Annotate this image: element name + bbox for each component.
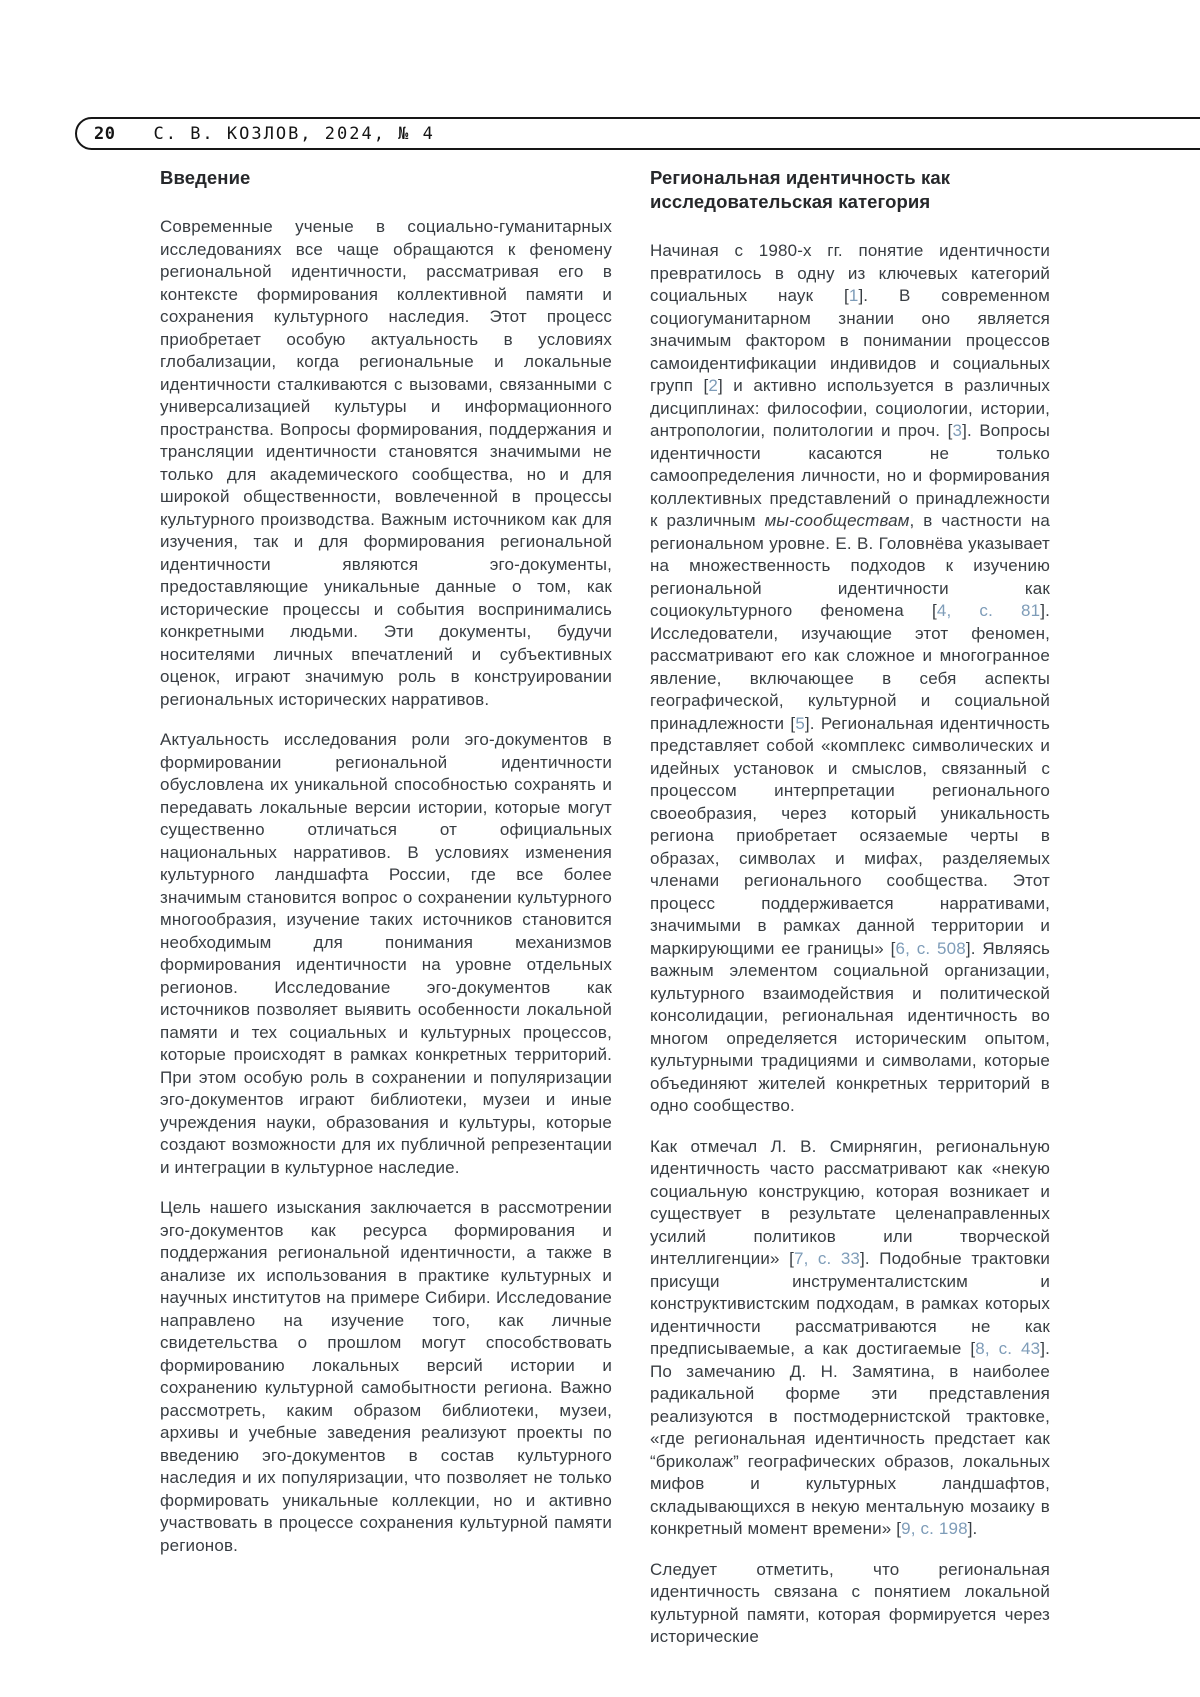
text-run: Следует отметить, что региональная идентичность связана с понятием локальной культурной памяти, которая формируется через исторические [650, 1559, 1050, 1646]
column-introduction [160, 166, 612, 1557]
running-title: С. В. КОЗЛОВ, 2024, № 4 [153, 123, 435, 144]
text-run: ] и активно используется в различных дисциплинах: философии, социологии, истории, антропологии, политологии и проч. [ [650, 376, 1051, 440]
paragraph-identity-1 [650, 240, 1050, 1118]
citation-ref[interactable]: 7, с. 33 [793, 1249, 861, 1268]
citation-ref[interactable]: 1 [848, 286, 859, 305]
text-run: ]. Региональная идентичность представляет собой «комплекс символических и идейных установок и смыслов, связанный с процессом интерпретации регионального своеобразия, через который уникальность региона приобретает осязаемые черты в образах, символах и мифах, разделяемых членами регионального сообщества. Этот процесс поддерживается нарративами, значимыми в рамках данной территории и маркирующими ее границы» [ [650, 713, 1050, 958]
text-run: ]. Подобные трактовки присущи инструменталистским и конструктивистским подходам, в рамках которых идентичности рассматриваются не как предписываемые, а как достигаемые [ [650, 1249, 1051, 1358]
paragraph-intro-3: Цель нашего изыскания заключается в рассмотрении эго-документов как ресурса формирования и поддержания региональной идентичности, а также в анализе их использования в практике культурных и научных институтов на примере Сибири. Исследование направлено на изучение того, как личные свидетельства о прошлом могут способствовать формированию локальных версий истории и сохранению культурной самобытности региона. Важно рассмотреть, каким образом библиотеки, музеи, архивы и учебные заведения реализуют проекты по введению эго-документов в состав культурного наследия и их популяризации, что позволяет не только формировать уникальные коллекции, но и активно участвовать в процессе сохранения культурной памяти регионов. [160, 1198, 612, 1555]
running-header [75, 117, 1200, 150]
citation-ref[interactable]: 2 [708, 376, 719, 395]
text-run: ]. По замечанию Д. Н. Замятина, в наиболее радикальной форме эти представления реализуются в постмодернистской трактовке, «где региональная идентичность предстает как “бриколаж” географических образов, локальных мифов и культурных ландшафтов, складывающихся в некую ментальную мозаику в конкретный момент времени» [ [650, 1339, 1050, 1538]
text-run: , в частности на региональном уровне. Е. В. Головнёва указывает на множественность подходов к изучению региональной идентичности как социокультурного феномена [ [650, 511, 1050, 620]
section-heading-introduction: Введение [160, 167, 251, 188]
text-run: ]. В современном социогуманитарном знании оно является значимым фактором в понимании процессов самоидентификации индивидов и социальных групп [ [650, 286, 1051, 395]
citation-ref[interactable]: 3 [952, 421, 963, 440]
text-run: ]. Вопросы идентичности касаются не только самоопределения личности, но и формирования коллективных представлений о принадлежности к различным [650, 421, 1050, 530]
text-run: ]. [967, 1519, 978, 1538]
citation-ref[interactable]: 9, с. 198 [901, 1519, 968, 1538]
text-run: Начиная с 1980-х гг. понятие идентичности превратилось в одну из ключевых категорий социальных наук [ [650, 241, 1050, 305]
paragraph-identity-2 [650, 1136, 1050, 1541]
citation-ref[interactable]: 5 [795, 713, 805, 733]
text-run: ]. Исследователи, изучающие этот феномен, рассматривают его как сложное и многогранное явление, включающее в себя аспекты географической, культурной и социальной принадлежности [ [650, 601, 1050, 733]
citation-ref[interactable]: 6, с. 508 [895, 938, 966, 958]
paragraph-intro-2: Актуальность исследования роли эго-документов в формировании региональной идентичности обусловлена их уникальной способностью сохранять и передавать локальные версии истории, которые могут существенно отличаться от официальных национальных нарративов. В условиях изменения культурного ландшафта России, где все более значимым становится вопрос о сохранении культурного многообразия, изучение таких источников становится необходимым для понимания механизмов формирования идентичности на уровне отдельных регионов. Исследование эго-документов как источников позволяет выявить особенности локальной памяти и тех социальных и культурных процессов, которые происходят в рамках конкретных территорий. При этом особую роль в сохранении и популяризации эго-документов играют библиотеки, музеи и иные учреждения науки, образования и культуры, которые создают возможности для их публичной репрезентации и интеграции в культурное наследие. [160, 730, 612, 1177]
citation-ref[interactable]: 8, с. 43 [975, 1339, 1041, 1358]
section-heading-regional-identity: Региональная идентичность как исследовательская категория [650, 167, 951, 212]
text-run: ]. Являясь важным элементом социальной организации, культурного взаимодействия и политической консолидации, региональная идентичность во многом определяется историческим опытом, культурными традициями и символами, которые объединяют жителей конкретных территорий в одно сообщество. [650, 938, 1050, 1115]
text-run: Как отмечал Л. В. Смирнягин, региональную идентичность часто рассматривают как «некую социальную конструкцию, которая возникает и существует в результате целенаправленных усилий политиков или творческой интеллигенции» [ [650, 1136, 1050, 1268]
page-number: 20 [94, 123, 116, 144]
emphasis-text: мы-сообществам [764, 511, 910, 530]
paragraph-identity-3 [650, 1559, 1050, 1649]
column-regional-identity [650, 166, 1050, 1649]
citation-ref[interactable]: 4, с. 81 [936, 601, 1041, 620]
paragraph-intro-1: Современные ученые в социально-гуманитарных исследованиях все чаще обращаются к феномену региональной идентичности, рассматривая его в контексте формирования коллективной памяти и сохранения культурного наследия. Этот процесс приобретает особую актуальность в условиях глобализации, когда региональные и локальные идентичности сталкиваются с вызовами, связанными с универсализацией культуры и информационного пространства. Вопросы формирования, поддержания и трансляции идентичности становятся значимыми не только для академического сообщества, но и для широкой общественности, вовлеченной в процессы культурного производства. Важным источником как для изучения, так и для формирования региональной идентичности являются эго-документы, предоставляющие уникальные данные о том, как исторические процессы и события воспринимались конкретными людьми. Эти документы, будучи носителями личных впечатлений и субъективных оценок, играют значимую роль в конструировании региональных исторических нарративов. [160, 217, 612, 709]
